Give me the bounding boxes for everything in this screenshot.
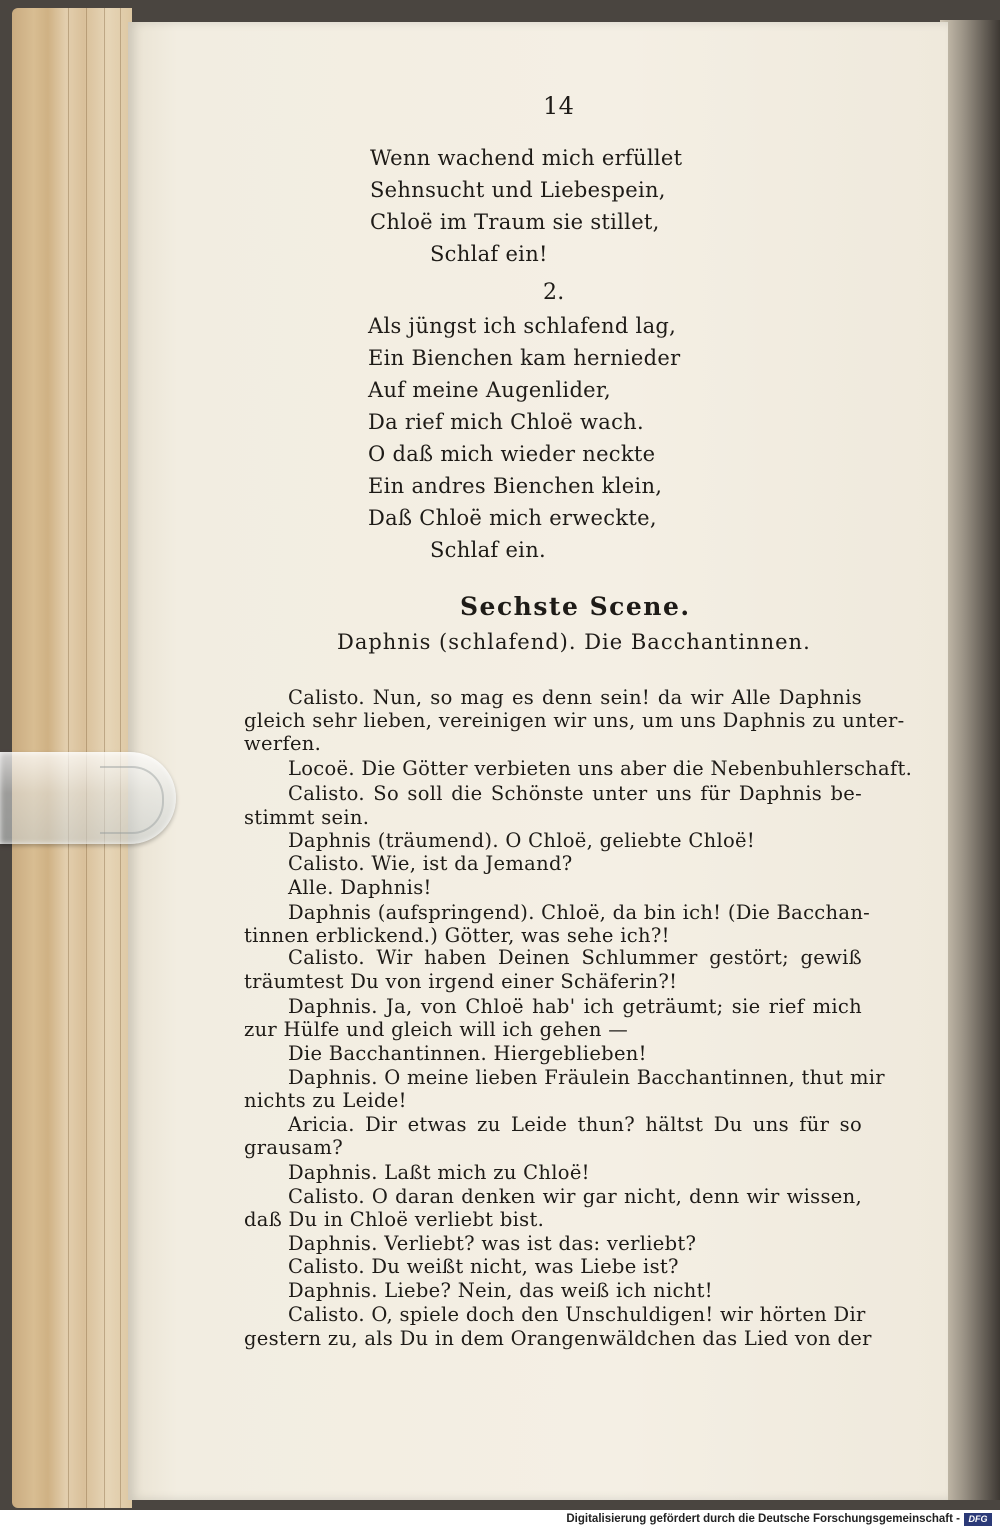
dialogue-line: gestern zu, als Du in dem Orangenwäldchen das Lied von der [244,1327,872,1350]
dialogue-line: Calisto. Nun, so mag es denn sein! da wir Alle Daphnis [288,686,862,709]
dialogue-line: stimmt sein. [244,806,370,829]
dialogue-line: Aricia. Dir etwas zu Leide thun? hältst Du uns für so [288,1113,862,1136]
dialogue-line: Daphnis. Liebe? Nein, das weiß ich nicht! [288,1279,713,1302]
page-clip-loop [100,766,164,834]
dialogue-line: gleich sehr lieben, vereinigen wir uns, um uns Daphnis zu unter- [244,709,905,732]
verse-line: Daß Chloë mich erweckte, [368,506,657,530]
scene-subtitle: Daphnis (schlafend). Die Bacchantinnen. [337,630,811,654]
dialogue-line: Daphnis. Ja, von Chloë hab' ich geträumt; sie rief mich [288,995,862,1018]
verse-line: Ein Bienchen kam hernieder [368,346,681,370]
dialogue-line: Calisto. Wir haben Deinen Schlummer gestört; gewiß [288,946,862,969]
verse-line: Sehnsucht und Liebespein, [370,178,666,202]
verse-line: Wenn wachend mich erfüllet [370,146,683,170]
page-number: 14 [543,92,575,120]
stanza-number: 2. [543,280,565,305]
dialogue-line: Calisto. So soll die Schönste unter uns für Daphnis be- [288,782,862,805]
verse-line: O daß mich wieder neckte [368,442,656,466]
footer-bar [0,1510,1000,1530]
page-right-edge [940,20,1000,1500]
dialogue-line: Calisto. O daran denken wir gar nicht, denn wir wissen, [288,1185,862,1208]
dialogue-line: daß Du in Chloë verliebt bist. [244,1208,545,1231]
dialogue-line: Calisto. Wie, ist da Jemand? [288,852,573,875]
dialogue-line: Die Bacchantinnen. Hiergeblieben! [288,1042,647,1065]
verse-line: Ein andres Bienchen klein, [368,474,663,498]
dfg-logo: DFG [964,1513,992,1526]
dialogue-line: Daphnis. Laßt mich zu Chloë! [288,1161,590,1184]
dialogue-line: Daphnis. Verliebt? was ist das: verliebt? [288,1232,697,1255]
dialogue-line: Locoë. Die Götter verbieten uns aber die Nebenbuhlerschaft. [288,757,913,780]
verse-line: Da rief mich Chloë wach. [368,410,644,434]
dialogue-line: zur Hülfe und gleich will ich gehen — [244,1018,629,1041]
footer-credit: Digitalisierung gefördert durch die Deutsche Forschungsgemeinschaft - [566,1513,960,1525]
dialogue-line: Alle. Daphnis! [288,876,432,899]
verse-line: Chloë im Traum sie stillet, [370,210,660,234]
scene-title: Sechste Scene. [460,592,691,621]
verse-line: Schlaf ein. [430,538,547,562]
dialogue-line: tinnen erblickend.) Götter, was sehe ich?! [244,924,670,947]
dialogue-line: Calisto. Du weißt nicht, was Liebe ist? [288,1255,679,1278]
dialogue-line: Daphnis. O meine lieben Fräulein Bacchantinnen, thut mir [288,1066,885,1089]
dialogue-line: Calisto. O, spiele doch den Unschuldigen! wir hörten Dir [288,1303,866,1326]
dialogue-line: grausam? [244,1136,343,1159]
verse-line: Als jüngst ich schlafend lag, [368,314,677,338]
dialogue-line: nichts zu Leide! [244,1089,407,1112]
dialogue-line: träumtest Du von irgend einer Schäferin?! [244,970,678,993]
dialogue-line: Daphnis (träumend). O Chloë, geliebte Chloë! [288,829,756,852]
page-clip [0,752,176,844]
verse-line: Schlaf ein! [430,242,548,266]
dialogue-line: Daphnis (aufspringend). Chloë, da bin ich! (Die Bacchan- [288,901,871,924]
verse-line: Auf meine Augenlider, [368,378,611,402]
dialogue-line: werfen. [244,732,322,755]
